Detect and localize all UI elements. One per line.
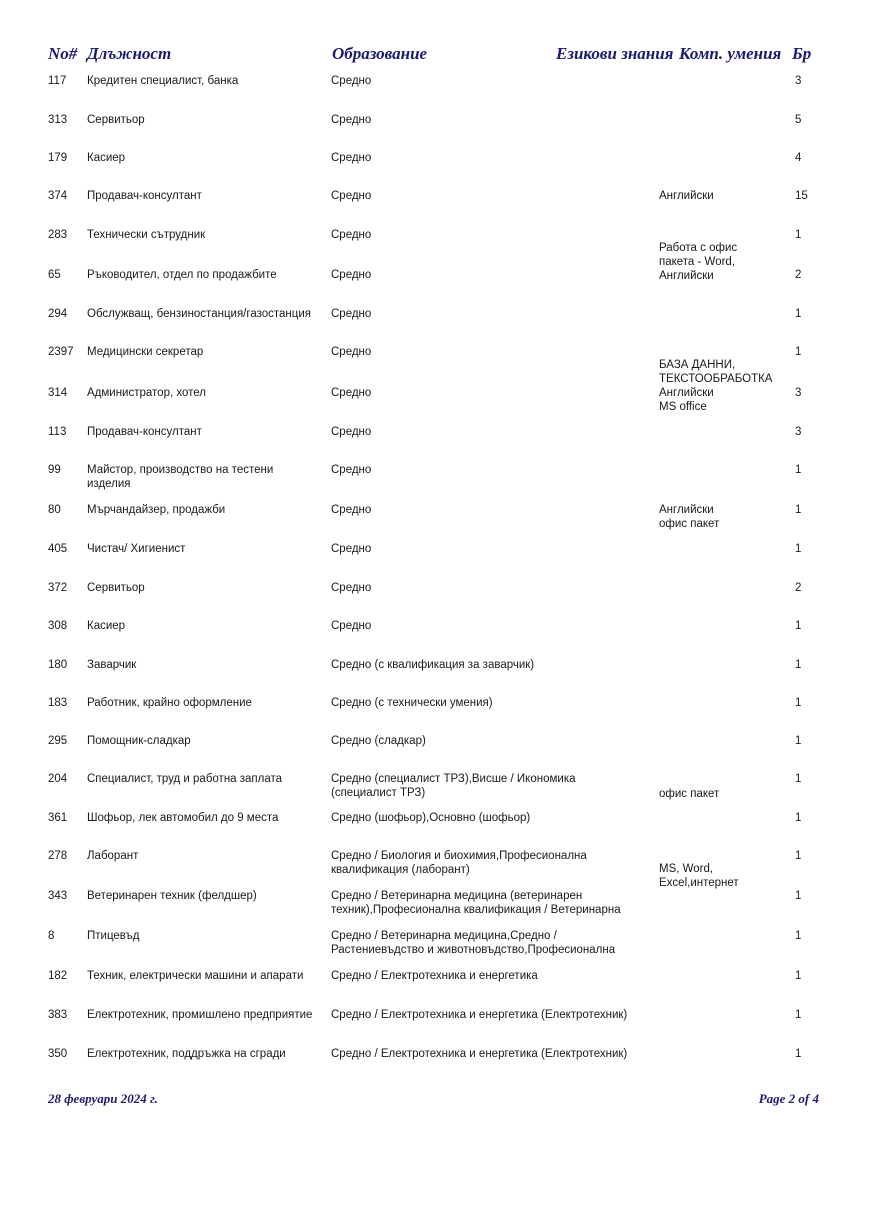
row-number: 405 [48,543,68,555]
row-number: 278 [48,850,68,862]
row-education: Средно (сладкар) [331,735,426,747]
row-number: 313 [48,114,68,126]
row-education: Средно (специалист ТРЗ),Висше / Икономика (специалист ТРЗ) [331,773,576,799]
row-education: Средно [331,229,372,241]
row-position: Чистач/ Хигиенист [87,543,186,555]
skills-note: MS, Word, Excel,интернет [659,863,739,889]
row-number: 295 [48,735,68,747]
row-education: Средно [331,346,372,358]
row-number: 308 [48,620,68,632]
row-education: Средно [331,387,372,399]
row-position: Птицевъд [87,930,140,942]
row-count: 5 [795,114,802,126]
row-position: Електротехник, промишлено предприятие [87,1009,313,1021]
row-number: 314 [48,387,68,399]
row-position: Помощник-сладкар [87,735,191,747]
row-position: Касиер [87,620,126,632]
row-education: Средно [331,504,372,516]
table-row [0,696,870,709]
row-count: 1 [795,464,802,476]
row-count: 1 [795,697,802,709]
row-education: Средно / Електротехника и енергетика (Електротехник) [331,1009,628,1021]
row-education: Средно (шофьор),Основно (шофьор) [331,812,531,824]
table-row [0,463,870,490]
row-number: 180 [48,659,68,671]
row-position: Обслужващ, бензиностанция/газостанция [87,308,311,320]
row-count: 3 [795,75,802,87]
row-education: Средно [331,190,372,202]
row-education: Средно [331,152,372,164]
row-education: Средно (с технически умения) [331,697,493,709]
row-number: 204 [48,773,68,785]
row-number: 350 [48,1048,68,1060]
row-number: 99 [48,464,61,476]
row-position: Заварчик [87,659,137,671]
row-count: 1 [795,620,802,632]
row-education: Средно / Електротехника и енергетика [331,970,538,982]
row-count: 2 [795,582,802,594]
column-header-education: Образование [332,44,428,63]
skills-note: офис пакет [659,788,720,800]
row-number: 343 [48,890,68,902]
row-position: Продавач-консултант [87,190,202,202]
table-row [0,1047,870,1060]
row-count: 2 [795,269,802,281]
row-count: 1 [795,773,802,785]
row-position: Сервитьор [87,114,145,126]
row-number: 179 [48,152,68,164]
row-number: 8 [48,930,55,942]
row-count: 1 [795,850,802,862]
row-position: Майстор, производство на тестени изделия [87,464,274,490]
row-education: Средно [331,620,372,632]
row-count: 1 [795,504,802,516]
column-header-count: Бр [792,44,812,63]
row-position: Администратор, хотел [87,387,206,399]
row-education: Средно [331,269,372,281]
row-position: Шофьор, лек автомобил до 9 места [87,812,279,824]
table-row [0,307,870,320]
table-row [0,811,870,824]
row-number: 294 [48,308,68,320]
table-row [0,542,870,555]
row-count: 1 [795,1009,802,1021]
row-education: Средно [331,464,372,476]
row-position: Работник, крайно оформление [87,697,252,709]
row-count: 1 [795,930,802,942]
table-row [0,929,870,956]
row-number: 372 [48,582,68,594]
table-row [0,345,870,358]
row-number: 383 [48,1009,68,1021]
skills-note: БАЗА ДАННИ, ТЕКСТООБРАБОТКА Английски MS office [659,359,773,413]
row-education: Средно / Ветеринарна медицина (ветеринарен техник),Професионална квалификация / Ветеринарна [331,890,621,916]
row-count: 4 [795,152,802,164]
row-number: 80 [48,504,61,516]
row-count: 1 [795,812,802,824]
row-position: Кредитен специалист, банка [87,75,239,87]
row-education: Средно [331,543,372,555]
row-count: 1 [795,346,802,358]
footer-date: 28 февруари 2024 г. [48,1091,158,1106]
column-header-position: Длъжност [87,44,172,63]
row-position: Електротехник, поддръжка на сгради [87,1048,286,1060]
table-row [0,113,870,126]
row-count: 3 [795,387,802,399]
row-education: Средно (с квалификация за заварчик) [331,659,535,671]
row-position: Продавач-консултант [87,426,202,438]
table-row [0,619,870,632]
row-position: Медицински секретар [87,346,204,358]
row-education: Средно [331,114,372,126]
table-row [0,74,870,87]
row-number: 65 [48,269,61,281]
row-count: 1 [795,1048,802,1060]
column-header-computer-skills: Комп. умения [679,44,782,63]
row-position: Техник, електрически машини и апарати [87,970,304,982]
row-number: 2397 [48,346,74,358]
row-number: 117 [48,75,67,87]
table-row [0,658,870,671]
table-row [0,151,870,164]
table-row [0,734,870,747]
row-education: Средно / Биология и биохимия,Професионална квалификация (лаборант) [331,850,587,876]
row-position: Мърчандайзер, продажби [87,504,226,516]
row-number: 183 [48,697,68,709]
column-header-languages: Езикови знания [556,44,674,63]
column-header-number: No# [48,44,78,63]
footer-page-number: Page 2 of 4 [758,1091,819,1106]
table-row [0,969,870,982]
row-number: 113 [48,426,67,438]
row-position: Специалист, труд и работна заплата [87,773,283,785]
row-count: 1 [795,735,802,747]
row-count: 1 [795,890,802,902]
row-number: 182 [48,970,68,982]
row-count: 3 [795,426,802,438]
row-number: 374 [48,190,68,202]
row-number: 283 [48,229,68,241]
row-count: 1 [795,308,802,320]
row-education: Средно [331,426,372,438]
row-count: 1 [795,659,802,671]
row-position: Касиер [87,152,126,164]
row-position: Технически сътрудник [87,229,206,241]
skills-note: Английски офис пакет [659,504,720,530]
row-education: Средно / Ветеринарна медицина,Средно / Растениевъдство и животновъдство,Професионална [331,930,616,956]
table-row [0,425,870,438]
row-count: 1 [795,970,802,982]
row-education: Средно [331,75,372,87]
row-education: Средно [331,308,372,320]
table-row [0,1008,870,1021]
row-position: Ветеринарен техник (фелдшер) [87,890,257,902]
row-education: Средно [331,582,372,594]
row-count: 1 [795,229,802,241]
table-row [0,228,870,241]
row-count: 1 [795,543,802,555]
row-position: Ръководител, отдел по продажбите [87,269,277,281]
row-position: Лаборант [87,850,139,862]
table-row [0,581,870,594]
row-number: 361 [48,812,68,824]
skills-note: Английски [659,190,714,202]
row-count: 15 [795,190,808,202]
skills-note: Работа с офис пакета - Word, Английски [659,242,738,282]
row-education: Средно / Електротехника и енергетика (Електротехник) [331,1048,628,1060]
row-position: Сервитьор [87,582,145,594]
